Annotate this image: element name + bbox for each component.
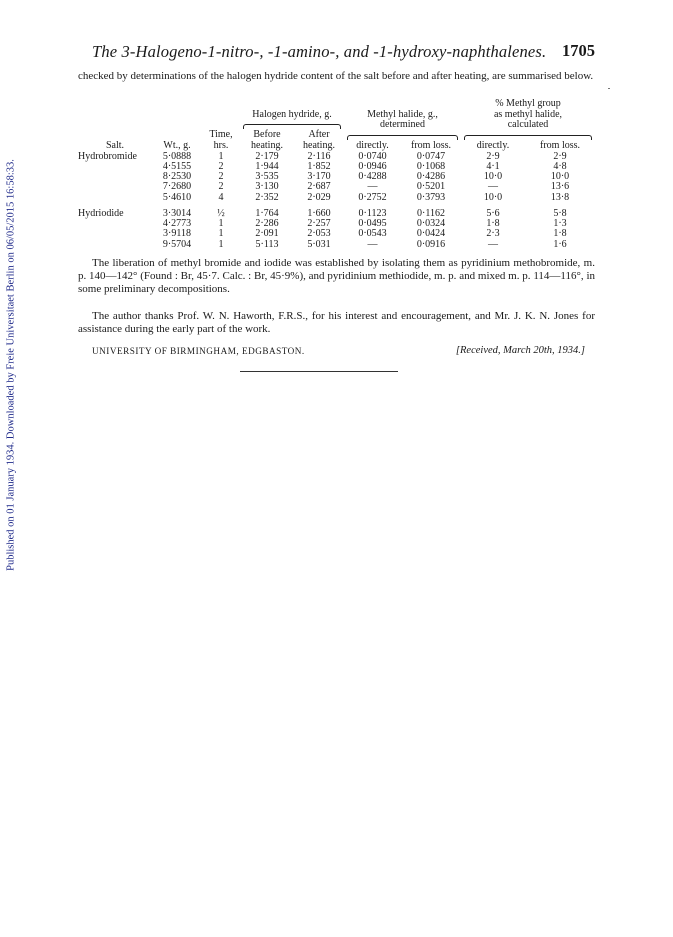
- table-row: [78, 152, 595, 162]
- cell-salt: [78, 240, 152, 250]
- methyl-halide-brace: [344, 130, 461, 140]
- cell-after: 2·257: [307, 218, 331, 230]
- cell-mh-loss: 0·0916: [416, 238, 446, 250]
- cell-time: 1: [218, 238, 224, 250]
- cell-salt: Hydrobromide: [78, 150, 137, 162]
- table-row: [78, 193, 595, 203]
- cell-before: 2·179: [255, 150, 279, 162]
- cell-time: 1: [218, 218, 224, 230]
- cell-salt: [78, 162, 152, 172]
- cell-mh-loss: 0·5201: [416, 181, 446, 193]
- cell-wt: 9·5704: [162, 238, 192, 250]
- acknowledgement-text: The author thanks Prof. W. N. Haworth, F.R.S., for his interest and encouragement, and Mr. J. K. N. Jones for assistance during the early part of the work.: [78, 310, 595, 335]
- table-row: [78, 203, 595, 219]
- cell-pc-loss: 1·3: [553, 218, 567, 230]
- methyl-halide-header-line2: determined: [380, 119, 425, 130]
- cell-pc-loss: 4·8: [553, 160, 567, 172]
- table-row: [78, 229, 595, 239]
- cell-mh-loss: 0·4286: [416, 171, 446, 183]
- table-head: [78, 98, 595, 152]
- cell-time: 1: [218, 150, 224, 162]
- wt-header: Wt., g.: [163, 140, 191, 152]
- cell-wt: 7·2680: [162, 181, 192, 193]
- cell-after: 5·031: [307, 238, 331, 250]
- download-watermark: [2, 150, 20, 580]
- cell-before: 3·535: [255, 171, 279, 183]
- cell-before: 1·944: [255, 160, 279, 172]
- cell-mh-direct: 0·1123: [358, 207, 387, 219]
- cell-mh-direct: 0·4288: [358, 171, 387, 183]
- cell-salt: [78, 219, 152, 229]
- after-header-line1: After: [308, 129, 330, 141]
- cell-time: 2: [218, 181, 224, 193]
- liberation-paragraph: [78, 257, 595, 296]
- cell-pc-direct: 10·0: [483, 171, 503, 183]
- cell-before: 1·764: [255, 207, 279, 219]
- cell-mh-direct: —: [367, 181, 378, 193]
- pc-direct-header: directly.: [476, 140, 510, 152]
- before-header-line1: Before: [253, 129, 281, 141]
- table-row: [78, 182, 595, 192]
- cell-pc-loss: 1·6: [553, 238, 567, 250]
- before-header-line2: heating.: [251, 140, 283, 152]
- cell-pc-direct: 1·8: [486, 218, 500, 230]
- cell-salt: Hydriodide: [78, 207, 124, 219]
- cell-wt: 8·2530: [162, 171, 192, 183]
- cell-pc-direct: 2·3: [486, 228, 500, 240]
- cell-pc-loss: 13·8: [550, 191, 570, 203]
- cell-pc-loss: 10·0: [550, 171, 570, 183]
- cell-wt: 5·0888: [162, 150, 192, 162]
- table-row: [78, 162, 595, 172]
- mh-loss-header: from loss.: [411, 140, 451, 152]
- cell-pc-loss: 13·6: [550, 181, 570, 193]
- cell-pc-direct: —: [488, 181, 498, 193]
- cell-time: 4: [218, 191, 224, 203]
- cell-mh-direct: 0·0495: [358, 218, 387, 230]
- pc-loss-header: from loss.: [540, 140, 580, 152]
- mh-direct-header: directly.: [356, 140, 389, 152]
- cell-wt: 5·4610: [162, 191, 192, 203]
- cell-mh-direct: 0·0740: [358, 150, 387, 162]
- cell-time: 1: [218, 228, 224, 240]
- cell-time: ½: [217, 207, 225, 219]
- liberation-text: The liberation of methyl bromide and iodide was established by isolating them as pyridinium methobromide, m. p. 140—142° (Found : Br, 45·7. Calc. : Br, 45·9%), and pyridinium methiodide, m. p. and mixed m. p. 114—116°, in some preliminary decompositions.: [78, 257, 595, 295]
- download-watermark-text: Published on 01 January 1934. Downloaded by Freie Universitaet Berlin on 06/05/2015 16:58:33.: [5, 159, 17, 571]
- cell-time: 2: [218, 160, 224, 172]
- cell-before: 2·286: [255, 218, 279, 230]
- cell-after: 3·170: [307, 171, 331, 183]
- cell-after: 1·660: [307, 207, 331, 219]
- percent-brace: [461, 130, 595, 140]
- table-row: [78, 219, 595, 229]
- cell-mh-loss: 0·0324: [416, 218, 446, 230]
- end-rule: [240, 371, 398, 372]
- cell-pc-direct: 5·6: [486, 207, 500, 219]
- cell-wt: 4·2773: [162, 218, 192, 230]
- cell-mh-loss: 0·1068: [416, 160, 446, 172]
- cell-wt: 3·9118: [163, 228, 191, 240]
- cell-before: 5·113: [255, 238, 279, 250]
- cell-wt: 4·5155: [162, 160, 192, 172]
- cell-after: 2·116: [307, 150, 331, 162]
- methyl-halide-header-line1: Methyl halide, g.,: [367, 108, 438, 120]
- stray-mark: [608, 88, 610, 89]
- cell-pc-loss: 1·8: [553, 228, 567, 240]
- table-row: [78, 172, 595, 182]
- percent-header-line3: calculated: [507, 119, 549, 130]
- cell-wt: 3·3014: [162, 207, 192, 219]
- cell-before: 2·352: [255, 191, 279, 203]
- percent-header-line2: as methyl halide,: [493, 108, 563, 120]
- time-header-line1: Time,: [209, 129, 233, 141]
- cell-salt: [78, 172, 152, 182]
- intro-paragraph: checked by determinations of the halogen hydride content of the salt before and after heating, are summarised below.: [78, 70, 594, 82]
- cell-salt: [78, 193, 152, 203]
- cell-pc-direct: 10·0: [483, 191, 503, 203]
- cell-mh-loss: 0·0747: [416, 150, 446, 162]
- cell-pc-loss: 5·8: [553, 207, 567, 219]
- cell-pc-direct: —: [488, 238, 498, 250]
- cell-mh-direct: 0·0543: [358, 228, 387, 240]
- cell-pc-direct: 2·9: [486, 150, 500, 162]
- cell-after: 2·029: [307, 191, 331, 203]
- running-title: The 3-Halogeno-1-nitro-, -1-amino-, and -1-hydroxy-naphthalenes.: [92, 42, 547, 61]
- time-header-line2: hrs.: [213, 140, 229, 152]
- cell-salt: [78, 182, 152, 192]
- cell-mh-direct: —: [367, 238, 378, 250]
- cell-mh-loss: 0·0424: [416, 228, 446, 240]
- percent-header-line1: % Methyl group: [495, 97, 561, 109]
- cell-after: 1·852: [307, 160, 331, 172]
- salt-header: Salt.: [105, 140, 125, 152]
- cell-mh-loss: 0·3793: [416, 191, 446, 203]
- cell-mh-direct: 0·2752: [358, 191, 387, 203]
- cell-before: 3·130: [255, 181, 279, 193]
- table-row: [78, 240, 595, 250]
- received-date: [Received, March 20th, 1934.]: [455, 345, 585, 356]
- acknowledgement-paragraph: [78, 310, 595, 336]
- table-body: [78, 152, 595, 250]
- results-table: [78, 98, 595, 250]
- halogen-hydride-header: Halogen hydride, g.: [252, 108, 332, 120]
- cell-salt: [78, 229, 152, 239]
- cell-time: 2: [218, 171, 224, 183]
- cell-mh-loss: 0·1162: [417, 207, 445, 219]
- cell-mh-direct: 0·0946: [358, 160, 387, 172]
- after-header-line2: heating.: [303, 140, 335, 152]
- cell-pc-loss: 2·9: [553, 150, 567, 162]
- cell-pc-direct: 4·1: [486, 160, 500, 172]
- cell-before: 2·091: [255, 228, 279, 240]
- cell-after: 2·053: [307, 228, 331, 240]
- affiliation: UNIVERSITY OF BIRMINGHAM, EDGBASTON.: [92, 346, 305, 356]
- cell-after: 2·687: [307, 181, 331, 193]
- page-number: 1705: [562, 41, 595, 60]
- running-header: [92, 42, 595, 64]
